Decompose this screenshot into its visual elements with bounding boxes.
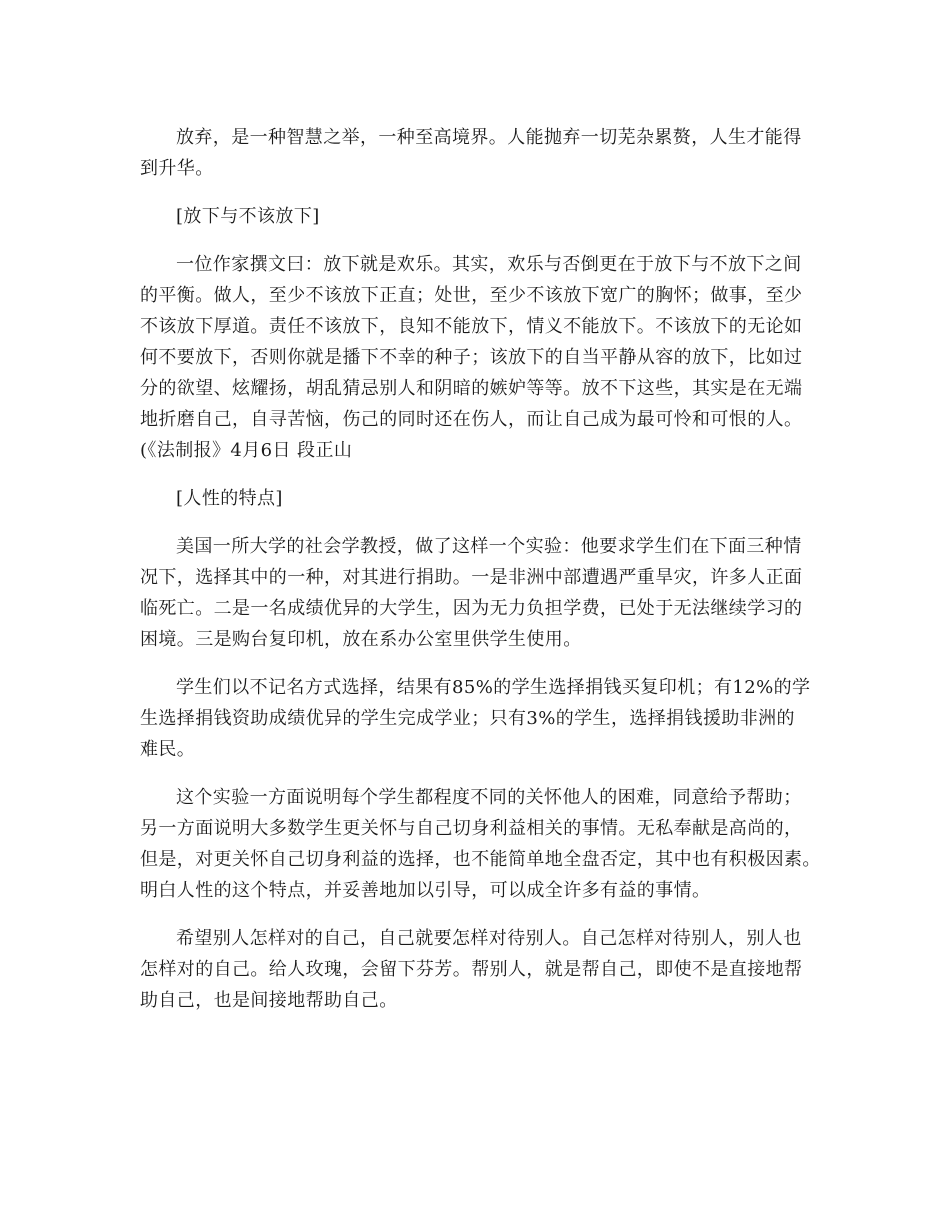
heading-text: [放下与不该放下] bbox=[176, 206, 320, 227]
paragraph-1 bbox=[140, 122, 816, 184]
text-line: 学生们以不记名方式选择，结果有85%的学生选择捐钱买复印机；有12%的学 bbox=[176, 677, 811, 698]
paragraph-5 bbox=[140, 782, 821, 906]
text-line: 的平衡。做人，至少不该放下正直；处世，至少不该放下宽广的胸怀；做事，至少 bbox=[140, 285, 803, 306]
text-line: 美国一所大学的社会学教授，做了这样一个实验：他要求学生们在下面三种情 bbox=[176, 536, 802, 557]
text-line: 一位作家撰文曰：放下就是欢乐。其实，欢乐与否倒更在于放下与不放下之间 bbox=[176, 254, 802, 275]
text-line: 但是，对更关怀自己切身利益的选择，也不能简单地全盘否定，其中也有积极因素。 bbox=[140, 849, 821, 870]
text-line: 助自己，也是间接地帮助自己。 bbox=[140, 990, 398, 1011]
text-line: 难民。 bbox=[140, 739, 196, 760]
text-line: 况下，选择其中的一种，对其进行捐助。一是非洲中部遭遇严重旱灾，许多人正面 bbox=[140, 567, 803, 588]
text-line: 到升华。 bbox=[140, 158, 214, 179]
source-citation: (《法制报》4月6日 段正山 bbox=[140, 440, 353, 461]
text-line: 怎样对的自己。给人玫瑰，会留下芬芳。帮别人，就是帮自己，即使不是直接地帮 bbox=[140, 959, 803, 980]
paragraph-6 bbox=[140, 923, 816, 1016]
paragraph-4 bbox=[140, 672, 816, 765]
text-line: 不该放下厚道。责任不该放下，良知不能放下，情义不能放下。不该放下的无论如 bbox=[140, 316, 803, 337]
text-line: 生选择捐钱资助成绩优异的学生完成学业；只有3%的学生，选择捐钱援助非洲的 bbox=[140, 708, 795, 729]
document-page bbox=[140, 122, 821, 1033]
section-heading-renxing bbox=[140, 483, 816, 514]
text-line: 另一方面说明大多数学生更关怀与自己切身利益相关的事情。无私奉献是高尚的， bbox=[140, 818, 803, 839]
text-line: 困境。三是购台复印机，放在系办公室里供学生使用。 bbox=[140, 629, 582, 650]
text-line: 分的欲望、炫耀扬，胡乱猜忌别人和阴暗的嫉妒等等。放不下这些，其实是在无端 bbox=[140, 378, 803, 399]
text-line: 地折磨自己，自寻苦恼，伤己的同时还在伤人，而让自己成为最可怜和可恨的人。 bbox=[140, 409, 803, 430]
text-line: 希望别人怎样对的自己，自己就要怎样对待别人。自己怎样对待别人，别人也 bbox=[176, 928, 802, 949]
heading-text: [人性的特点] bbox=[176, 488, 283, 509]
text-line: 何不要放下，否则你就是播下不幸的种子；该放下的自当平静从容的放下，比如过 bbox=[140, 347, 803, 368]
paragraph-3 bbox=[140, 531, 816, 655]
text-line: 放弃，是一种智慧之举，一种至高境界。人能抛弃一切芜杂累赘，人生才能得 bbox=[176, 127, 802, 148]
section-heading-fangxia bbox=[140, 201, 816, 232]
paragraph-2 bbox=[140, 249, 816, 466]
text-line: 这个实验一方面说明每个学生都程度不同的关怀他人的困难，同意给予帮助； bbox=[176, 787, 802, 808]
text-line: 明白人性的这个特点，并妥善地加以引导，可以成全许多有益的事情。 bbox=[140, 880, 711, 901]
text-line: 临死亡。二是一名成绩优异的大学生，因为无力负担学费，已处于无法继续学习的 bbox=[140, 598, 803, 619]
